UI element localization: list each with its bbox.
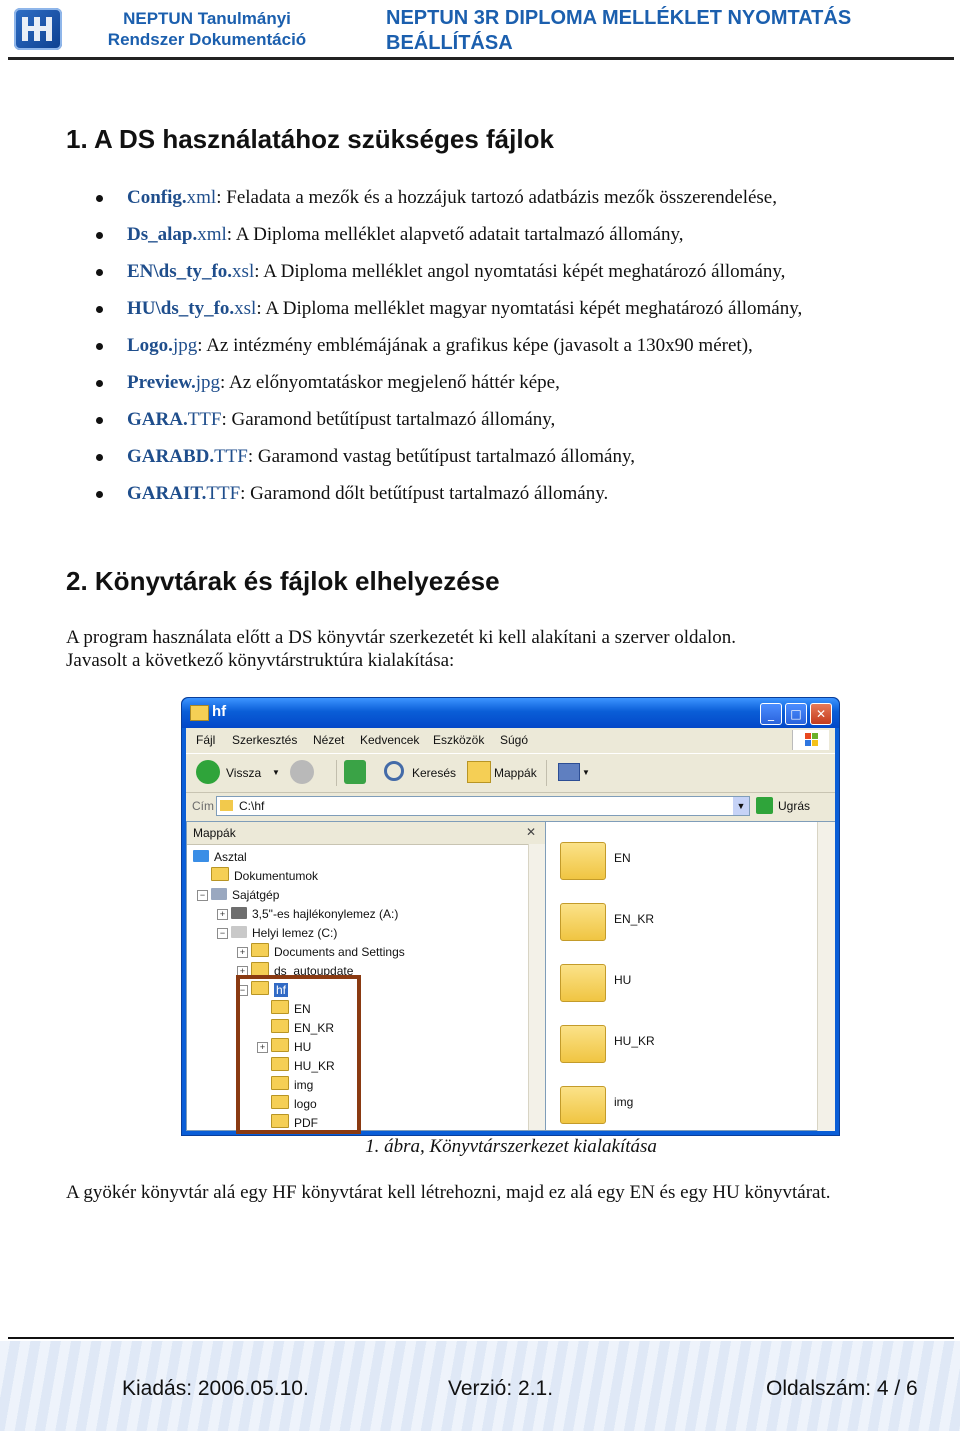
section2-paragraph [66,626,926,672]
header-left-line2: Rendszer Dokumentáció [107,30,307,49]
hard-drive-icon [231,926,247,938]
folders-icon[interactable] [467,761,491,783]
bullet-icon [96,195,103,202]
footer-version: Verzió: 2.1. [448,1377,554,1400]
file-description: : Az intézmény emblémájának a grafikus képe (javasolt a 130x90 méret), [197,335,753,356]
minimize-button[interactable]: _ [760,703,782,725]
address-value: C:\hf [239,799,265,813]
list-item [96,220,936,257]
folder-item-label[interactable]: img [614,1095,634,1109]
file-description: : Garamond vastag betűtípust tartalmazó állomány, [247,446,635,467]
file-name: Ds_alap. [127,224,198,245]
window-titlebar [182,698,839,728]
tree-node-label: EN_KR [294,1021,335,1035]
folder-icon [251,962,269,976]
list-item [96,479,936,516]
header-right-line1: NEPTUN 3R DIPLOMA MELLÉKLET NYOMTATÁS [386,7,852,29]
file-extension: xsl [234,298,257,319]
bullet-icon [96,306,103,313]
neptun-logo-icon [14,8,62,50]
bullet-icon [96,343,103,350]
tree-node-label: 3,5"-es hajlékonylemez (A:) [252,907,399,921]
folder-item-label[interactable]: HU_KR [614,1034,655,1048]
list-item [96,405,936,442]
section1-heading: 1. A DS használatához szükséges fájlok [66,124,554,154]
chevron-down-icon[interactable]: ▼ [733,797,749,815]
section2-heading: 2. Könyvtárak és fájlok elhelyezése [66,566,500,596]
folder-icon [251,943,269,957]
expand-icon[interactable]: + [237,966,248,977]
file-extension: xsl [232,261,255,282]
toolbar [186,753,835,793]
bullet-icon [96,454,103,461]
file-name: Config. [127,187,187,208]
maximize-button[interactable]: □ [785,703,807,725]
go-arrow-icon[interactable] [756,797,773,814]
tree-node-label: Sajátgép [232,888,280,902]
folder-item-label[interactable]: EN [614,851,631,865]
expand-icon[interactable]: + [237,947,248,958]
file-description: : A Diploma melléklet alapvető adatait tartalmazó állomány, [226,224,684,245]
tree-scrollbar[interactable] [528,844,546,1131]
address-label: Cím [192,799,214,813]
file-description: : A Diploma melléklet angol nyomtatási képét meghatározó állomány, [254,261,786,282]
windows-logo-icon [792,730,829,750]
computer-icon [211,888,227,900]
bullet-icon [96,380,103,387]
window-title: hf [212,703,227,720]
file-name: Logo. [127,335,173,356]
folder-icon [211,867,229,881]
folder-icon [190,705,209,721]
menu-item-help[interactable]: Súgó [500,733,529,747]
file-description: : A Diploma melléklet magyar nyomtatási képét meghatározó állomány, [256,298,803,319]
file-name: HU\ds_ty_fo. [127,298,235,319]
file-extension: TTF [206,483,241,504]
list-item [96,183,936,220]
header-right-line2: BEÁLLÍTÁSA [386,32,513,54]
chevron-down-icon[interactable]: ▼ [582,768,590,777]
menu-item-tools[interactable]: Eszközök [433,733,485,747]
folder-icon[interactable] [560,842,606,880]
header-system-title [92,8,322,50]
back-button[interactable]: Vissza [226,766,262,780]
paragraph-line: A program használata előtt a DS könyvtár szerkezetét ki kell alakítani a szerver oldalon. [66,627,737,648]
tree-node-label: Helyi lemez (C:) [252,926,338,940]
folder-content-pane [546,821,835,1131]
views-icon[interactable] [558,763,580,781]
file-description: : Az előnyomtatáskor megjelenő háttér képe, [220,372,560,393]
tree-node-label: Asztal [214,850,247,864]
address-bar [186,792,835,820]
file-name: GARAIT. [127,483,207,504]
chevron-down-icon[interactable]: ▼ [272,768,280,777]
collapse-icon[interactable]: − [197,890,208,901]
file-name: EN\ds_ty_fo. [127,261,233,282]
tree-node-label: Documents and Settings [274,945,405,959]
tree-node-label: Dokumentumok [234,869,319,883]
tree-node-label: ds_autoupdate [274,964,354,978]
tree-node-label: logo [294,1097,317,1111]
list-item [96,368,936,405]
bullet-icon [96,232,103,239]
tree-node-desktop[interactable] [193,848,247,867]
folder-icon [220,800,233,811]
tree-node-my-computer[interactable] [211,886,279,905]
back-arrow-icon[interactable] [196,760,220,784]
close-button[interactable]: ✕ [810,703,832,725]
menu-item-file[interactable]: Fájl [196,733,216,747]
search-icon[interactable] [384,761,404,781]
expand-icon[interactable]: + [217,909,228,920]
file-extension: xml [197,224,227,245]
tree-node-label: img [294,1078,314,1092]
tree-header [187,822,545,845]
bullet-icon [96,269,103,276]
folder-item-label[interactable]: HU [614,973,632,987]
folder-item-label[interactable]: EN_KR [614,912,655,926]
closing-paragraph: A gyökér könyvtár alá egy HF könyvtárat kell létrehozni, majd ez alá egy EN és egy HU könyvtárat. [66,1182,831,1203]
menu-item-edit[interactable]: Szerkesztés [232,733,298,747]
close-icon[interactable]: ✕ [525,825,537,839]
folders-button[interactable]: Mappák [494,766,537,780]
floppy-drive-icon [231,907,247,919]
footer-issue-date: Kiadás: 2006.05.10. [122,1377,309,1400]
folder-icon[interactable] [560,1025,606,1063]
file-name: GARABD. [127,446,215,467]
file-description: : Feladata a mezők és a hozzájuk tartozó adatbázis mezők összerendelése, [216,187,777,208]
menu-bar [186,728,835,752]
file-name: GARA. [127,409,188,430]
tree-node-label: PDF [294,1116,318,1130]
toolbar-separator [336,760,337,786]
header-document-title [386,6,946,56]
menu-item-favorites[interactable]: Kedvencek [360,733,420,747]
header-divider [8,57,954,60]
content-scrollbar[interactable] [817,822,835,1131]
file-extension: jpg [172,335,198,356]
figure-caption: 1. ábra, Könyvtárszerkezet kialakítása [365,1136,657,1157]
file-extension: TTF [187,409,222,430]
collapse-icon[interactable]: − [217,928,228,939]
folder-highlight-frame [236,975,361,1134]
folder-up-icon[interactable] [344,760,366,784]
list-item [96,331,936,368]
list-item [96,257,936,294]
file-extension: TTF [214,446,248,467]
forward-arrow-icon[interactable] [290,760,314,784]
file-extension: jpg [195,372,221,393]
file-description: : Garamond betűtípust tartalmazó állomány, [221,409,556,430]
tree-node-documents[interactable] [211,867,318,886]
toolbar-separator [546,760,547,786]
tree-node-label: EN [294,1002,311,1016]
tree-header-label: Mappák [193,826,236,840]
file-name: Preview. [127,372,196,393]
required-files-list [96,183,936,516]
tree-node-label: hf [276,983,287,997]
file-description: : Garamond dőlt betűtípust tartalmazó állomány. [240,483,609,504]
expand-icon[interactable]: + [257,1042,268,1053]
menu-item-view[interactable]: Nézet [313,733,345,747]
footer-divider [8,1337,954,1339]
tree-node-label: HU_KR [294,1059,335,1073]
paragraph-line: Javasolt a következő könyvtárstruktúra kialakítása: [66,650,455,671]
file-extension: xml [186,187,217,208]
folder-icon[interactable] [560,1086,606,1124]
list-item [96,442,936,479]
header-left-line1: NEPTUN Tanulmányi [123,9,291,28]
bullet-icon [96,417,103,424]
folder-icon[interactable] [560,964,606,1002]
desktop-icon [193,850,209,862]
folder-icon[interactable] [560,903,606,941]
tree-node-documents-and-settings[interactable] [251,943,405,962]
list-item [96,294,936,331]
collapse-icon[interactable]: − [237,985,248,996]
tree-node-label: HU [294,1040,312,1054]
footer-page-number: Oldalszám: 4 / 6 [766,1377,918,1400]
tree-node-local-disk[interactable] [231,924,337,943]
bullet-icon [96,491,103,498]
tree-node-floppy[interactable] [231,905,398,924]
search-button[interactable]: Keresés [412,766,457,780]
go-button[interactable]: Ugrás [778,799,811,813]
address-field[interactable] [216,796,750,816]
